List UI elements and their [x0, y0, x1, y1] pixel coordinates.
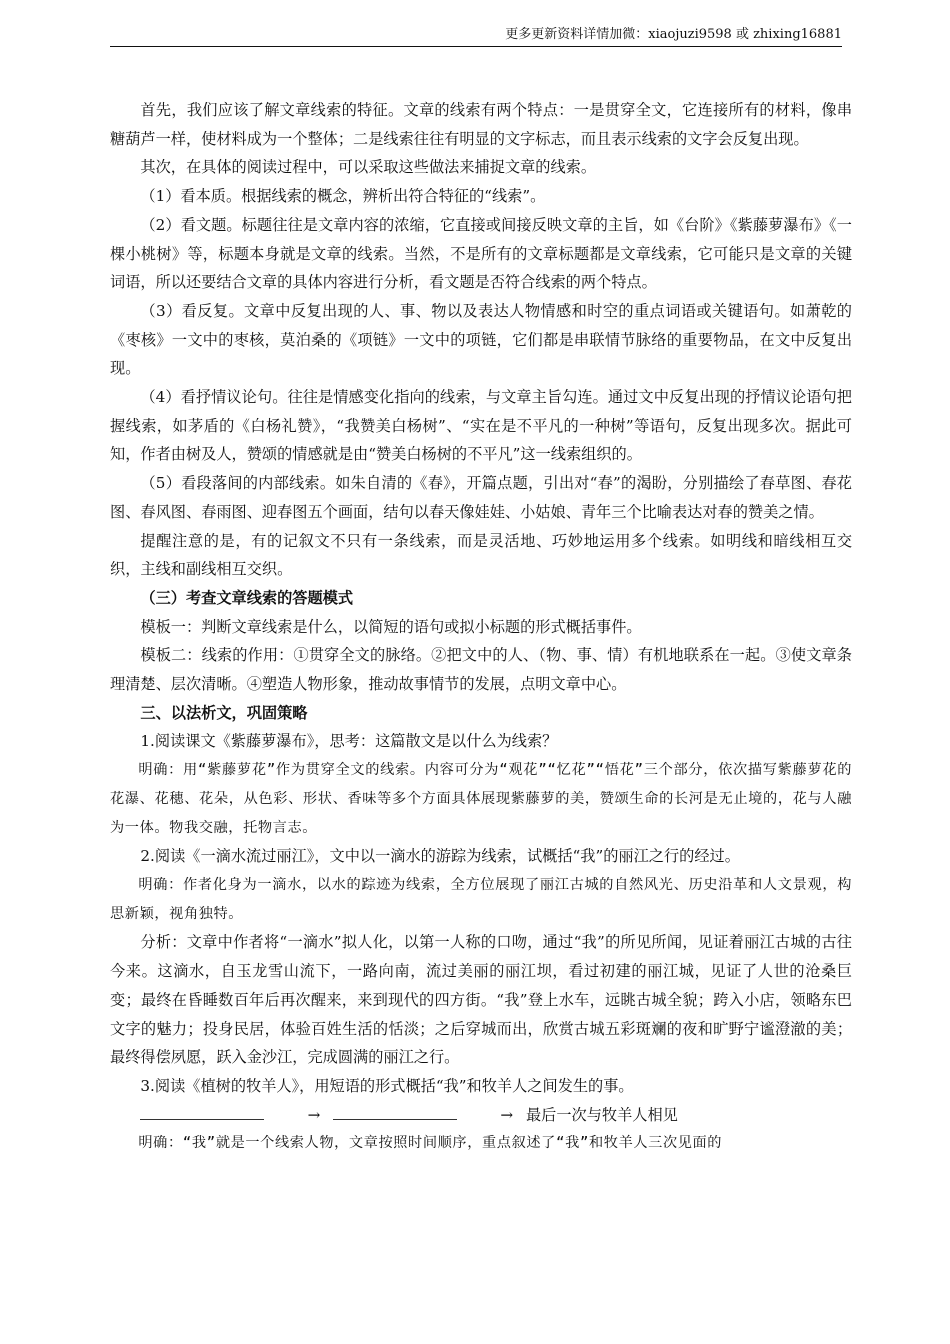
arrow-right-icon: →: [500, 1105, 514, 1124]
section-heading: （三）考查文章线索的答题模式: [140, 588, 354, 607]
document-body: [110, 96, 852, 1158]
blank-field[interactable]: [140, 1103, 264, 1120]
answer-3: 明确：“我”就是一个线索人物，文章按照时间顺序，重点叙述了“我”和牧羊人三次见面的: [138, 1135, 723, 1152]
paragraph: （3）看反复。文章中反复出现的人、事、物以及表达人物情感和时空的重点词语或关键语句。如萧乾的《枣核》一文中的枣核，莫泊桑的《项链》一文中的项链，它们都是串联情节脉络的重要物品，在文中反复出现。: [110, 301, 852, 378]
question-3: 3.阅读《植树的牧羊人》，用短语的形式概括“我”和牧羊人之间发生的事。: [140, 1076, 634, 1095]
paragraph: 其次，在具体的阅读过程中，可以采取这些做法来捕捉文章的线索。: [140, 158, 597, 177]
paragraph: （2）看文题。标题往往是文章内容的浓缩，它直接或间接反映文章的主旨，如《台阶》《紫藤萝瀑布》《一棵小桃树》等，标题本身就是文章的线索。当然，不是所有的文章标题都是文章线索，它可能只是文章的关键词语，所以还要结合文章的具体内容进行分析，看文题是否符合线索的两个特点。: [110, 215, 852, 292]
header-text: 更多更新资料详情加微：xiaojuzi9598 或 zhixing16881: [505, 27, 842, 42]
question-2: 2.阅读《一滴水流过丽江》，文中以一滴水的游踪为线索，试概括“我”的丽江之行的经过。: [140, 847, 740, 866]
paragraph: （1）看本质。根据线索的概念，辨析出符合特征的“线索”。: [140, 187, 546, 206]
template-two: 模板二：线索的作用：①贯穿全文的脉络。②把文中的人、（物、事、情）有机地联系在一起。③使文章条理清楚、层次清晰。④塑造人物形象，推动故事情节的发展，点明文章中心。: [110, 646, 852, 694]
fill-in-line: [110, 1101, 852, 1130]
question-1: 1.阅读课文《紫藤萝瀑布》，思考：这篇散文是以什么为线索？: [140, 732, 558, 751]
fill-last-step: 最后一次与牧羊人相见: [525, 1105, 678, 1124]
section-heading: 三、以法析文，巩固策略: [140, 703, 308, 722]
paragraph: 首先，我们应该了解文章线索的特征。文章的线索有两个特点：一是贯穿全文，它连接所有的材料，像串糖葫芦一样，使材料成为一个整体；二是线索往往有明显的文字标志，而且表示线索的文字会反复出现。: [110, 101, 852, 148]
analysis-2: 分析：文章中作者将“一滴水”拟人化，以第一人称的口吻，通过“我”的所见所闻，见证着丽江古城的古往今来。这滴水，自玉龙雪山流下，一路向南，流过美丽的丽江坝，看过初建的丽江城，见证了人世的沧桑巨变；最终在昏睡数百年后再次醒来，来到现代的四方街。“我”登上水车，远眺古城全貌；跨入小店，领略东巴文字的魅力；投身民居，体验百姓生活的恬淡；之后穿城而出，欣赏古城五彩斑斓的夜和旷野宁谧澄澈的美；最终得偿夙愿，跃入金沙江，完成圆满的丽江之行。: [110, 933, 852, 1067]
paragraph: （4）看抒情议论句。往往是情感变化指向的线索，与文章主旨勾连。通过文中反复出现的抒情议论语句把握线索，如茅盾的《白杨礼赞》，“我赞美白杨树”、“实在是不平凡的一种树”等语句，反复出现多次。据此可知，作者由树及人，赞颂的情感就是由“赞美白杨树的不平凡”这一线索组织的。: [110, 388, 852, 464]
template-one: 模板一：判断文章线索是什么，以简短的语句或拟小标题的形式概括事件。: [140, 617, 642, 636]
arrow-right-icon: →: [307, 1105, 321, 1124]
answer-2: 明确：作者化身为一滴水，以水的踪迹为线索，全方位展现了丽江古城的自然风光、历史沿革和人文景观，构思新颖，视角独特。: [110, 876, 852, 922]
paragraph: （5）看段落间的内部线索。如朱自清的《春》，开篇点题，引出对“春”的渴盼，分别描绘了春草图、春花图、春风图、春雨图、迎春图五个画面，结句以春天像娃娃、小姑娘、青年三个比喻表达对春的赞美之情。: [110, 474, 852, 521]
answer-1: 明确：用“紫藤萝花”作为贯穿全文的线索。内容可分为“观花”“忆花”“悟花”三个部分，依次描写紫藤萝花的花瀑、花穗、花朵，从色彩、形状、香味等多个方面具体展现紫藤萝的美，赞颂生命的长河是无止境的，花与人融为一体。物我交融，托物言志。: [110, 762, 852, 836]
blank-field[interactable]: [333, 1103, 457, 1120]
page-header: [110, 24, 842, 47]
paragraph: 提醒注意的是，有的记叙文不只有一条线索，而是灵活地、巧妙地运用多个线索。如明线和暗线相互交织，主线和副线相互交织。: [110, 531, 852, 579]
